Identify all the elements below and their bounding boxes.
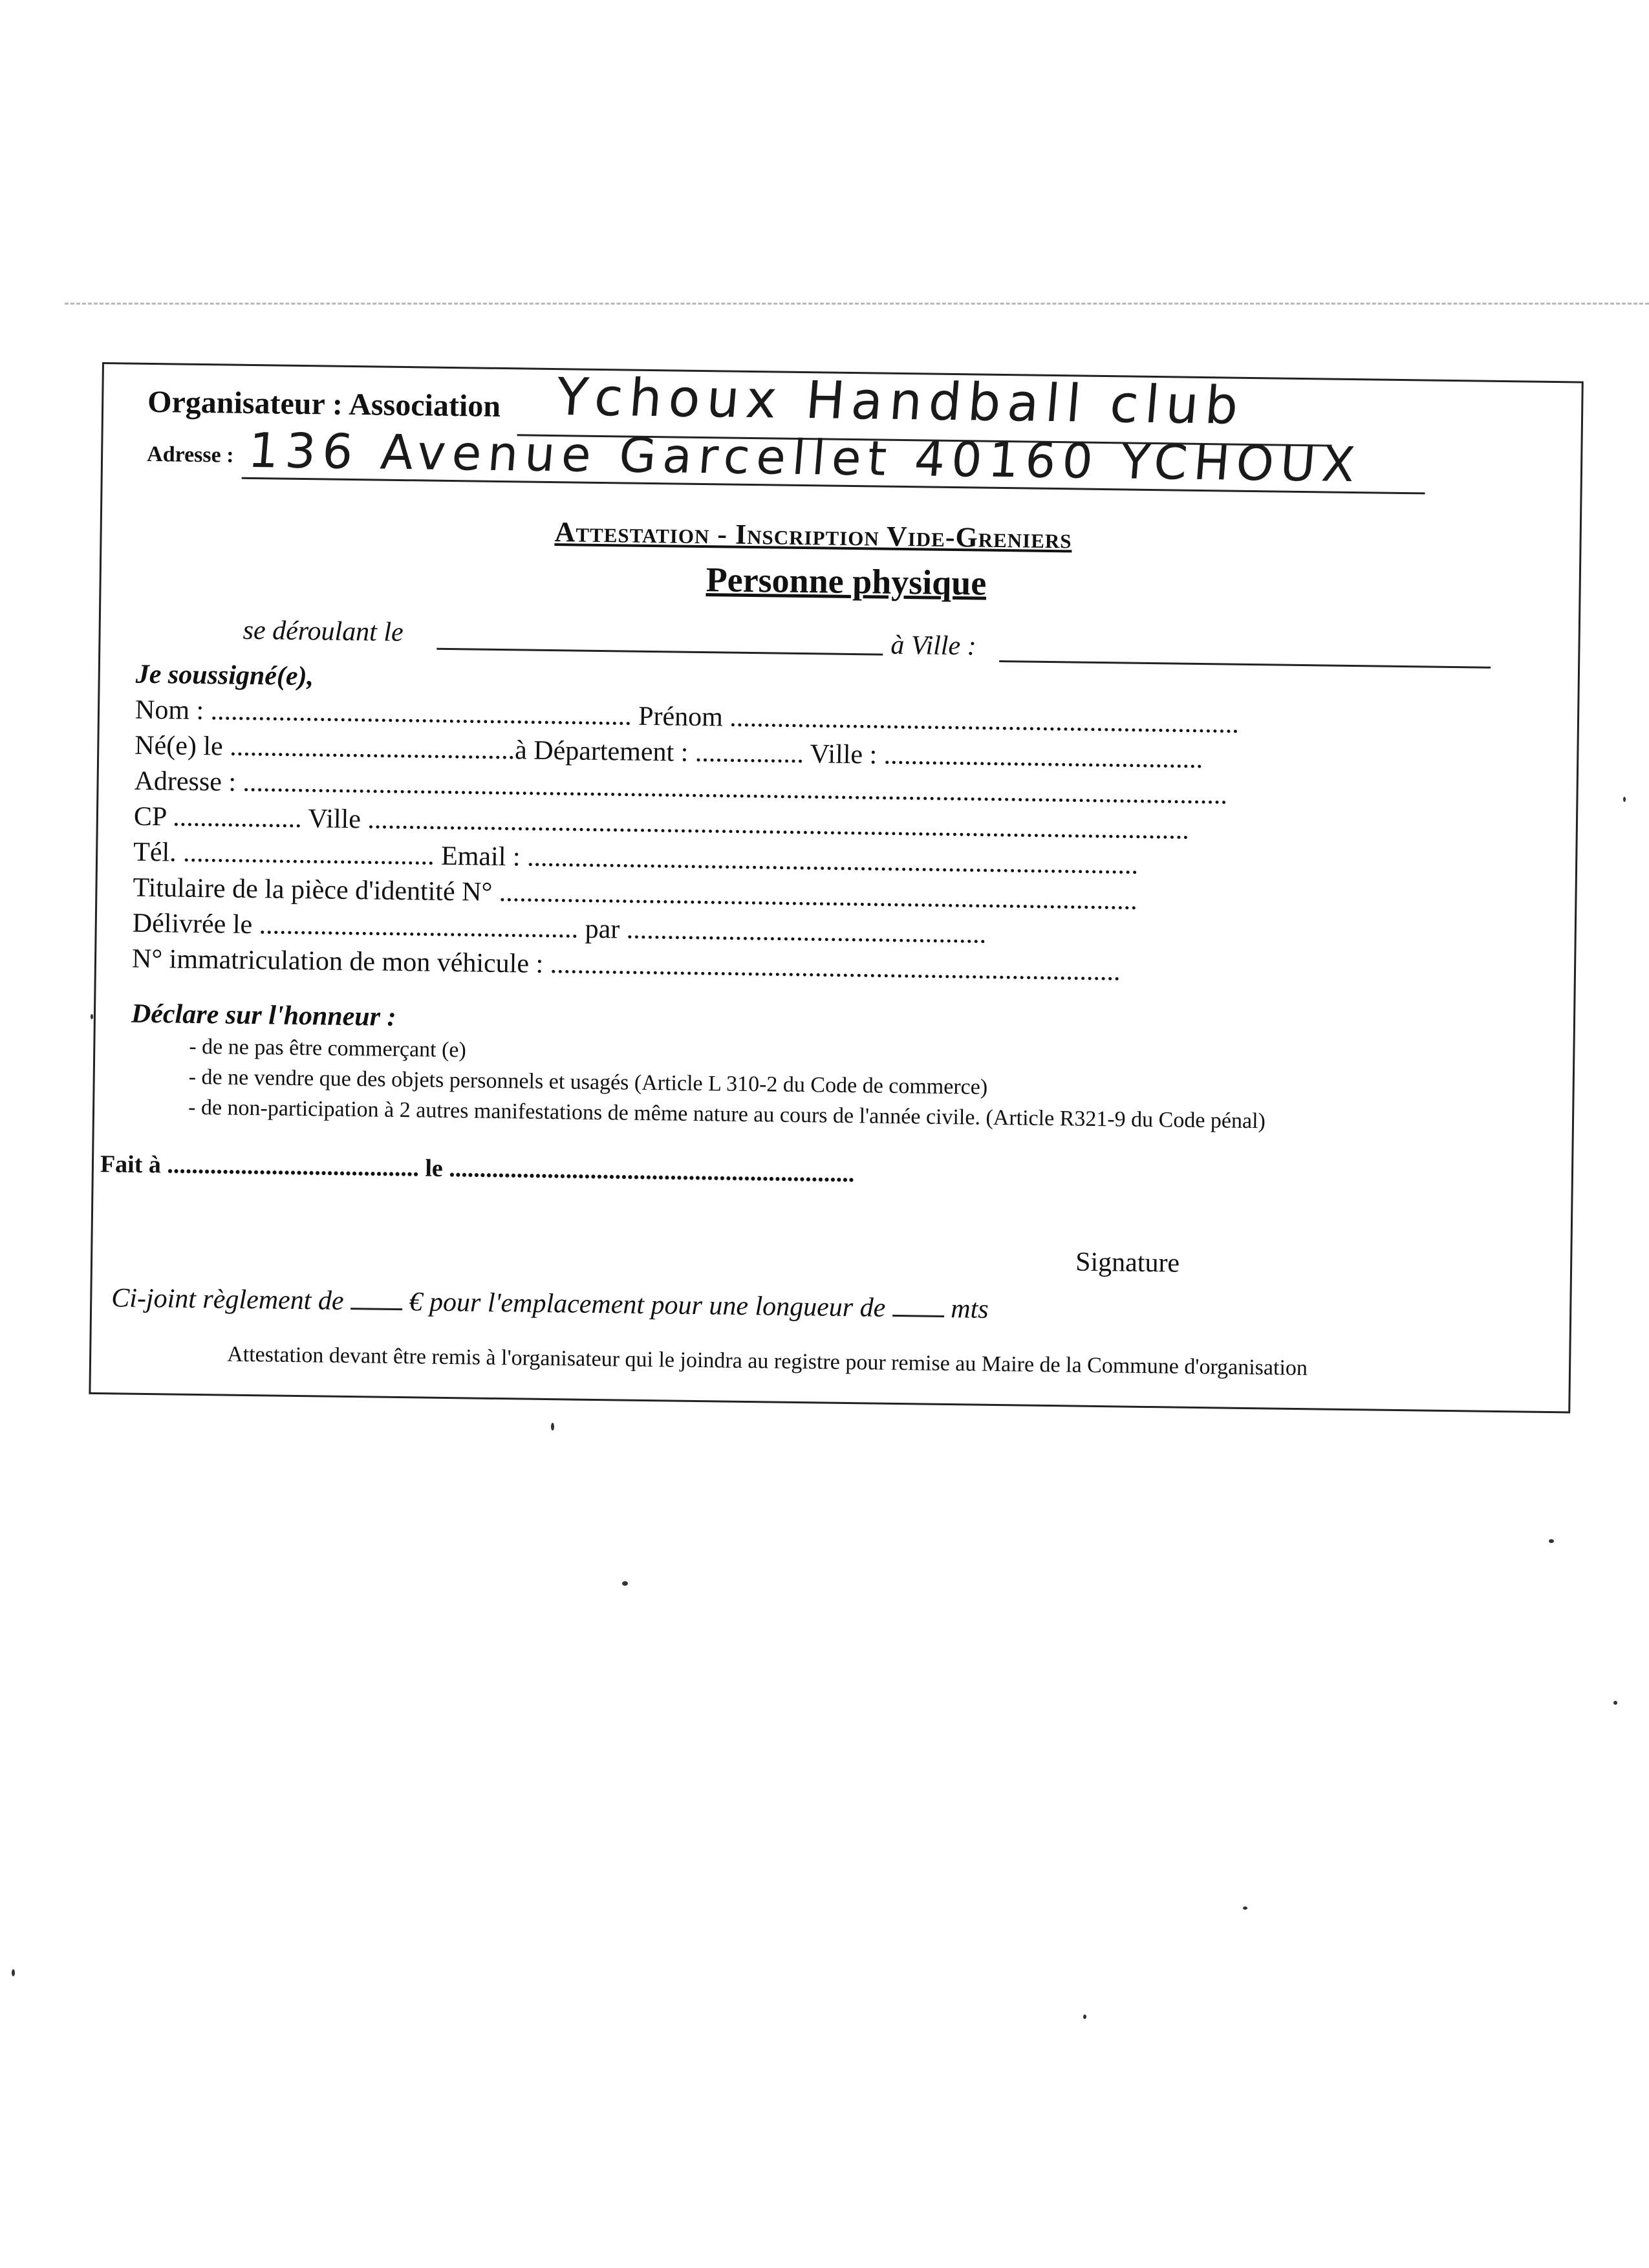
- reglement-length-field[interactable]: [892, 1315, 944, 1317]
- adresse-handwritten[interactable]: 136 Avenue Garcellet 40160 YCHOUX: [246, 422, 1364, 493]
- scan-speck: [1549, 1539, 1554, 1543]
- declaration-item-text: de ne vendre que des objets personnels et usagés (Article L 310-2 du Code de commerce): [201, 1065, 988, 1099]
- event-city-label: à Ville :: [890, 630, 976, 662]
- reglement-line: [111, 1282, 989, 1325]
- reglement-mid: € pour l'emplacement pour une longueur de: [409, 1287, 886, 1323]
- row-naissance[interactable]: Né(e) le ..........................................à Département : ................ Ville : ...............................................: [135, 730, 1203, 775]
- reglement-amount-field[interactable]: [350, 1308, 402, 1310]
- identity-intro: Je soussigné(e),: [135, 659, 314, 692]
- scan-speck: [551, 1423, 554, 1431]
- declaration-item: - de ne vendre que des objets personnels et usagés (Article L 310-2 du Code de commerce): [188, 1064, 988, 1099]
- reglement-prefix: Ci-joint règlement de: [111, 1283, 344, 1316]
- row-tel-email[interactable]: Tél. ..................................... Email : ..........................................................................................: [133, 837, 1139, 880]
- event-date-label: se déroulant le: [242, 615, 404, 648]
- row-delivree[interactable]: Délivrée le ............................................... par .....................................................: [132, 908, 987, 949]
- row-adresse[interactable]: Adresse : .................................................................................................................................................: [134, 766, 1228, 810]
- row-nom-prenom[interactable]: Nom : .............................................................. Prénom ...........................................................................: [135, 695, 1240, 739]
- scan-speck: [622, 1581, 628, 1586]
- reglement-suffix: mts: [951, 1294, 989, 1324]
- declaration-item-text: de ne pas être commerçant (e): [201, 1035, 467, 1063]
- scan-speck: [91, 1014, 93, 1019]
- declaration-item: - de ne pas être commerçant (e): [189, 1034, 467, 1063]
- row-piece-identite[interactable]: Titulaire de la pièce d'identité N° ..............................................................................................: [133, 872, 1138, 916]
- event-city-field[interactable]: [999, 660, 1491, 669]
- form-title: Attestation - Inscription Vide-Greniers: [554, 516, 1072, 555]
- scan-speck: [1083, 2014, 1086, 2019]
- organisateur-label: Organisateur : Association: [147, 384, 501, 424]
- declaration-heading: Déclare sur l'honneur :: [131, 999, 396, 1032]
- scan-speck: [1623, 797, 1626, 802]
- scan-speck: [1243, 1906, 1247, 1910]
- declaration-item-text: de non-participation à 2 autres manifestations de même nature au cours de l'année civile. (Article R321-9 du Code pénal): [200, 1096, 1266, 1134]
- adresse-label: Adresse :: [146, 442, 234, 468]
- dashed-cut-line: [65, 303, 1649, 305]
- row-immatriculation[interactable]: N° immatriculation de mon véhicule : ....................................................................................: [131, 944, 1121, 987]
- attestation-form: [89, 362, 1583, 1413]
- organisateur-handwritten[interactable]: Ychoux Handball club: [554, 367, 1247, 436]
- scan-speck: [12, 1969, 15, 1976]
- scan-speck: [1613, 1701, 1617, 1705]
- attestation-note: Attestation devant être remis à l'organisateur qui le joindra au registre pour remise au Maire de la Commune d'organisation: [226, 1342, 1308, 1381]
- form-subtitle: Personne physique: [706, 560, 987, 603]
- signature-label: Signature: [1075, 1247, 1180, 1279]
- declaration-item: - de non-participation à 2 autres manifestations de même nature au cours de l'année civile. (Article R321-9 du Code pénal): [188, 1095, 1266, 1134]
- fait-a-line[interactable]: Fait à ......................................... le ..................................................................: [100, 1150, 855, 1188]
- row-cp-ville[interactable]: CP ................... Ville .........................................................................................................................: [133, 801, 1190, 845]
- event-date-field[interactable]: [436, 648, 883, 656]
